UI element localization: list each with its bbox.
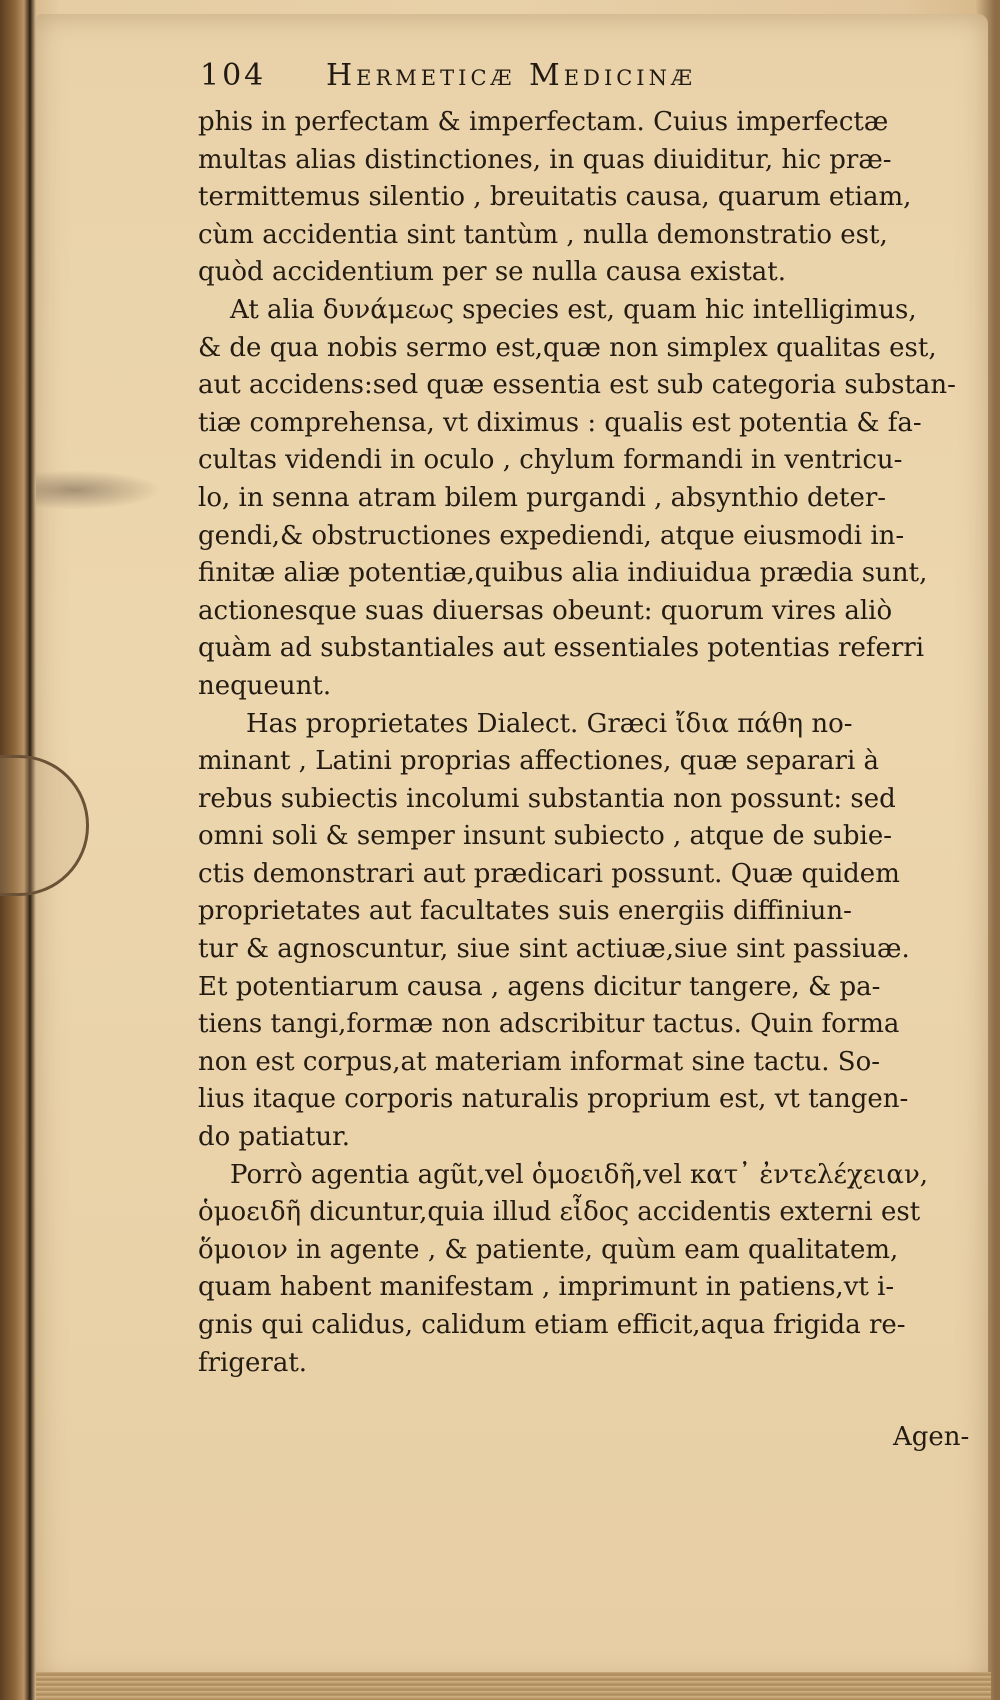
text-line: gnis qui calidus, calidum etiam efficit,aqua frigida re- — [198, 1310, 906, 1340]
text-line: cultas videndi in oculo , chylum formandi in ventricu- — [198, 445, 903, 476]
page-title: Hermeticæ Medicinæ — [326, 58, 697, 93]
text-line: minant , Latini proprias affectiones, quæ separari à — [198, 746, 880, 777]
text-line: tur & agnoscuntur, siue sint actiuæ,siue sint passiuæ. — [198, 934, 910, 965]
text-line: frigerat. — [198, 1347, 308, 1378]
text-line: multas alias distinctiones, in quas diuiditur, hic præ- — [198, 144, 892, 175]
text-line: finitæ aliæ potentiæ,quibus alia indiuidua prædia sunt, — [198, 558, 928, 589]
text-line: quàm ad substantiales aut essentiales potentias referri — [198, 633, 925, 664]
text-line: cùm accidentia sint tantùm , nulla demonstratio est, — [198, 219, 888, 250]
text-line: tiens tangi,formæ non adscribitur tactus. Quin forma — [198, 1009, 900, 1040]
text-line: lius itaque corporis naturalis proprium est, vt tangen- — [198, 1084, 909, 1115]
text-line: tiæ comprehensa, vt diximus : qualis est potentia & fa- — [198, 407, 922, 438]
text-line: non est corpus,at materiam informat sine tactu. So- — [198, 1046, 881, 1077]
text-line: termittemus silentio , breuitatis causa, quarum etiam, — [198, 182, 912, 213]
text-line: & de qua nobis sermo est,quæ non simplex qualitas est, — [198, 332, 937, 363]
text-line: phis in perfectam & imperfectam. Cuius imperfectæ — [198, 107, 889, 137]
page-edges — [36, 1672, 991, 1700]
text-line: do patiatur. — [198, 1122, 351, 1153]
page-number: 104 — [200, 58, 267, 93]
catchword: Agen- — [893, 1422, 970, 1452]
paragraph-start-line: Has proprietates Dialect. Græci ἴδια πάθη no- — [246, 708, 853, 739]
text-line: rebus subiectis incolumi substantia non possunt: sed — [198, 783, 896, 814]
text-line: lo, in senna atram bilem purgandi , absynthio deter- — [198, 482, 887, 513]
stain — [36, 470, 161, 510]
text-line: ὁμοειδῆ dicuntur,quia illud εἶδος accidentis externi est — [198, 1197, 921, 1228]
text-line: gendi,& obstructiones expediendi, atque eiusmodi in- — [198, 520, 905, 551]
text-line: actionesque suas diuersas obeunt: quorum vires aliò — [198, 595, 893, 626]
body-text — [198, 104, 980, 1382]
text-line: ὅμοιον in agente , & patiente, quùm eam qualitatem, — [198, 1234, 899, 1265]
running-head — [200, 58, 960, 98]
text-line: Et potentiarum causa , agens dicitur tangere, & pa- — [198, 971, 881, 1002]
text-line: aut accidens:sed quæ essentia est sub categoria substan- — [198, 370, 956, 401]
text-line: quam habent manifestam , imprimunt in patiens,vt i- — [198, 1272, 895, 1303]
text-line: ctis demonstrari aut prædicari possunt. Quæ quidem — [198, 858, 900, 889]
text-line: nequeunt. — [198, 670, 332, 701]
text-line: quòd accidentium per se nulla causa existat. — [198, 257, 786, 288]
text-line: proprietates aut facultates suis energiis diffiniun- — [198, 896, 852, 927]
paragraph-start-line: Porrò agentia agũt,vel ὁμοειδῆ,vel κατ᾽ ἐντελέχειαν, — [230, 1159, 929, 1190]
text-line: omni soli & semper insunt subiecto , atque de subie- — [198, 821, 893, 852]
paragraph-start-line: At alia δυνάμεως species est, quam hic intelligimus, — [230, 294, 917, 325]
